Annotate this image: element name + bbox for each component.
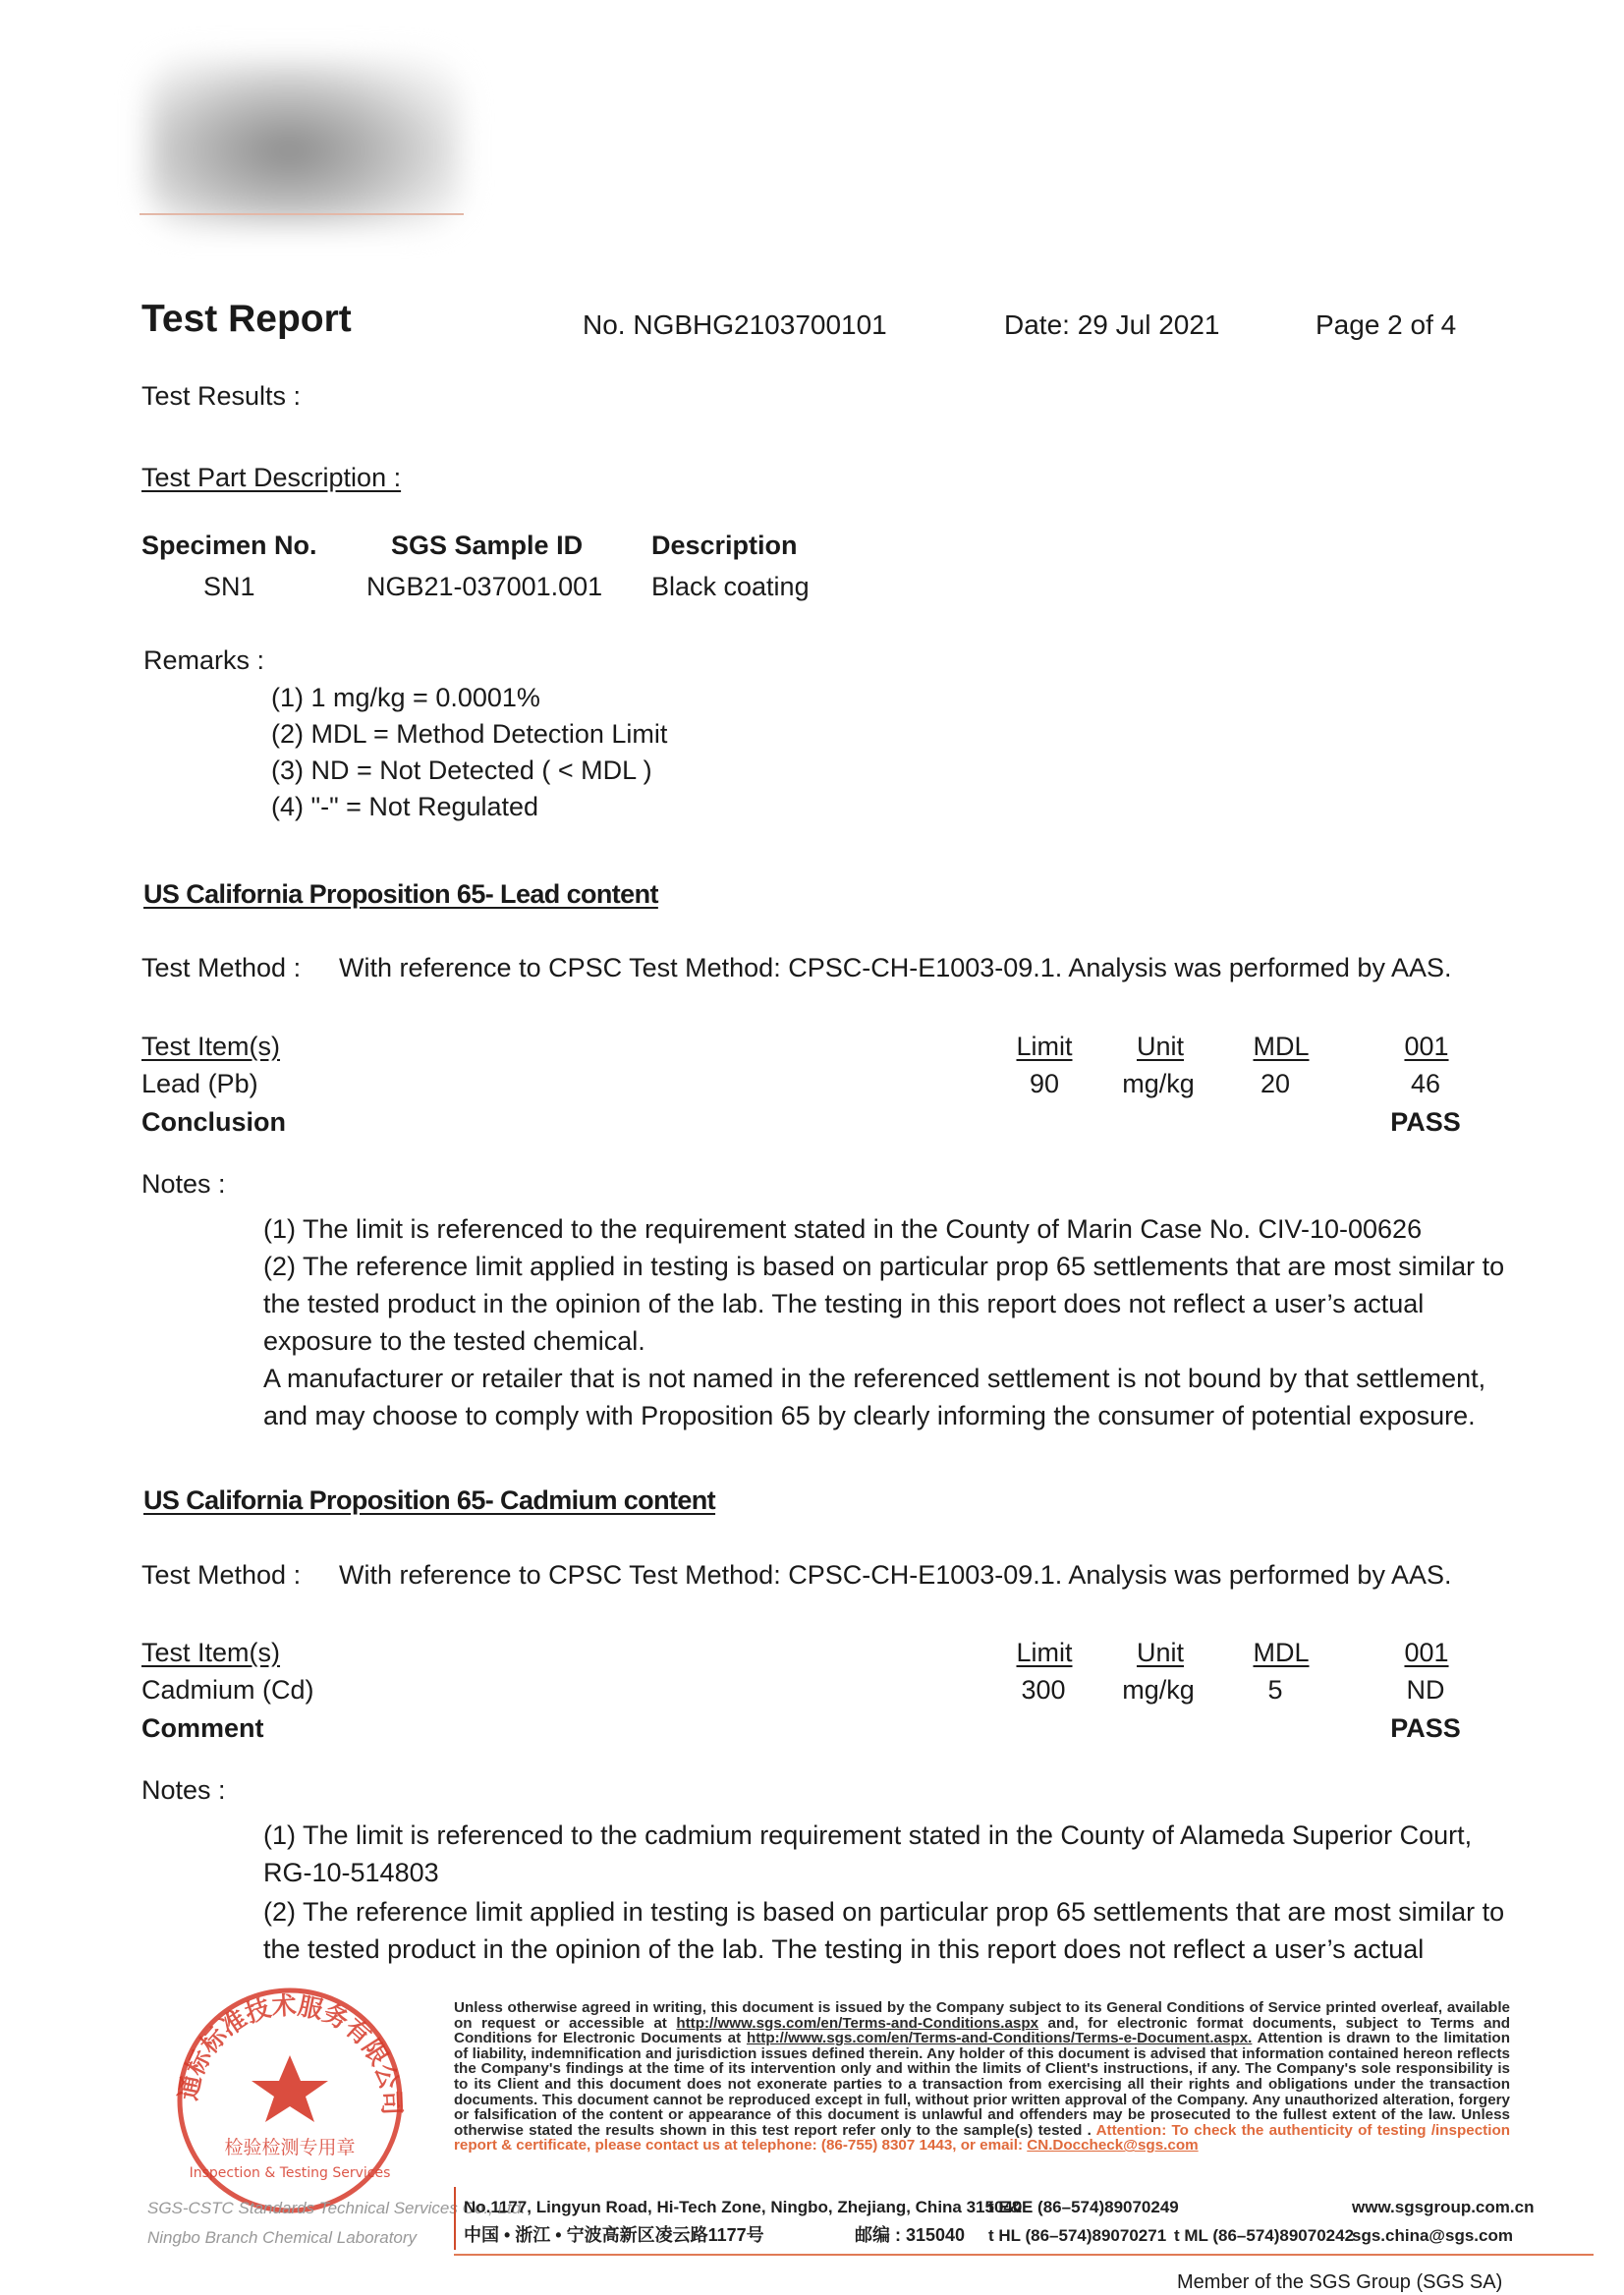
tel-ee: t E&E (86–574)89070249 [988, 2198, 1179, 2216]
lead-note-line: exposure to the tested chemical. [263, 1326, 645, 1356]
lead-limit-value: 90 [1029, 1069, 1060, 1098]
report-title: Test Report [141, 298, 352, 340]
col-specimen-no: Specimen No. [141, 531, 317, 560]
footer-rule [454, 2254, 1594, 2256]
lead-note-line: (1) The limit is referenced to the requirement stated in the County of Marin Case No. CIV-10-00626 [263, 1214, 1423, 1244]
disclaimer-part-1: Unless otherwise agreed in writing, this document is issued by the Company subject to its General Conditions of Service printed overleaf, available on request or accessible at [454, 1999, 1510, 2032]
lead-note-line: (2) The reference limit applied in testing is based on particular prop 65 settlements that are most similar to [263, 1252, 1505, 1281]
authenticity-attention: Attention: To check the authenticity of testing /inspection report & certificate, please contact us at telephone: (86-755) 8307 1443, or email: [454, 2121, 1510, 2155]
company-logo-blurred [147, 59, 462, 226]
e-document-terms-link[interactable]: http://www.sgs.com/en/Terms-and-Conditions/Terms-e-Document.aspx. [746, 2030, 1253, 2047]
lead-mdl-value: 20 [1260, 1069, 1291, 1098]
lead-conclusion-label: Conclusion [141, 1107, 286, 1137]
cadmium-col-001: 001 [1404, 1638, 1449, 1667]
cadmium-note-line: (2) The reference limit applied in testing is based on particular prop 65 settlements that are most similar to [263, 1897, 1505, 1927]
col-sgs-sample-id: SGS Sample ID [391, 531, 584, 560]
report-number: No. NGBHG2103700101 [583, 309, 887, 340]
col-description: Description [651, 531, 798, 560]
lead-section-heading: US California Proposition 65- Lead content [143, 879, 658, 909]
legal-disclaimer [454, 2000, 1510, 2154]
cadmium-note-line: RG-10-514803 [263, 1858, 439, 1887]
website[interactable]: www.sgsgroup.com.cn [1352, 2198, 1535, 2216]
lead-col-limit: Limit [1016, 1032, 1073, 1061]
official-seal-stamp [157, 1975, 422, 2220]
cadmium-method-text: With reference to CPSC Test Method: CPSC-CH-E1003-09.1. Analysis was performed by AAS. [339, 1560, 1452, 1590]
lab-name-line-2: Ningbo Branch Chemical Laboratory [147, 2228, 418, 2247]
test-results-label: Test Results : [141, 381, 302, 411]
cadmium-notes-label: Notes : [141, 1775, 226, 1805]
cadmium-col-mdl: MDL [1253, 1638, 1310, 1667]
lead-item-name: Lead (Pb) [141, 1069, 258, 1098]
lead-notes-label: Notes : [141, 1169, 226, 1199]
test-part-description-heading: Test Part Description : [141, 463, 402, 492]
cadmium-col-limit: Limit [1016, 1638, 1073, 1667]
stamp-text-top: 通标标准技术服务有限公司 [173, 1990, 407, 2116]
doccheck-email-link[interactable]: CN.Doccheck@sgs.com [1027, 2137, 1199, 2155]
address-en: No.1177, Lingyun Road, Hi-Tech Zone, Ningbo, Zhejiang, China 315040 [464, 2198, 1023, 2216]
remark-item: (3) ND = Not Detected ( < MDL ) [271, 756, 652, 785]
lead-001-value: 46 [1410, 1069, 1441, 1098]
lab-name-line-1: SGS-CSTC Standards Technical Services Co., Ltd. [147, 2199, 526, 2217]
disclaimer-part-3: Attention is drawn to the limitation of liability, indemnification and jurisdiction issues defined therein. Any holder of this document is advised that information contained hereon reflects the Company's findings at the time of its intervention only and within the limits of Client's instructions, if any. The Company's sole responsibility is to its Client and this document does not exonerate parties to a transaction from exercising all their rights and obligations under the transaction documents. This document cannot be reproduced except in full, without prior written approval of the Company. Any unauthorized alteration, forgery or falsification of the content or appearance of this document is unlawful and offenders may be prosecuted to the fullest extent of the law. Unless otherwise stated the results shown in this test report refer only to the sample(s) tested . [454, 2030, 1510, 2139]
cadmium-section-heading: US California Proposition 65- Cadmium content [143, 1485, 716, 1515]
lead-col-unit: Unit [1136, 1032, 1185, 1061]
tel-ml: t ML (86–574)89070242 [1174, 2226, 1355, 2245]
specimen-no-value: SN1 [203, 572, 255, 601]
remarks-label: Remarks : [143, 645, 265, 675]
sgs-sample-id-value: NGB21-037001.001 [366, 572, 603, 601]
stamp-text-en: Inspection & Testing Services [189, 2165, 391, 2181]
description-value: Black coating [651, 572, 810, 601]
cadmium-note-line: (1) The limit is referenced to the cadmium requirement stated in the County of Alameda Superior Court, [263, 1820, 1473, 1850]
cadmium-col-test-items: Test Item(s) [141, 1638, 281, 1667]
lead-col-mdl: MDL [1253, 1032, 1310, 1061]
lead-note-line: the tested product in the opinion of the lab. The testing in this report does not reflect a user’s actual [263, 1289, 1425, 1318]
contact-email[interactable]: sgs.china@sgs.com [1352, 2226, 1513, 2245]
tel-hl: t HL (86–574)89070271 [988, 2226, 1167, 2245]
cadmium-mdl-value: 5 [1267, 1675, 1283, 1705]
remark-item: (4) "-" = Not Regulated [271, 792, 539, 821]
lead-conclusion-value: PASS [1390, 1107, 1461, 1137]
cadmium-note-line: the tested product in the opinion of the lab. The testing in this report does not reflect a user’s actual [263, 1934, 1425, 1964]
lead-col-001: 001 [1404, 1032, 1449, 1061]
address-cn: 中国 • 浙江 • 宁波高新区凌云路1177号 [464, 2225, 764, 2245]
terms-link[interactable]: http://www.sgs.com/en/Terms-and-Conditions.aspx [676, 2014, 1039, 2032]
cadmium-comment-value: PASS [1390, 1713, 1461, 1743]
cadmium-comment-label: Comment [141, 1713, 264, 1743]
report-date: Date: 29 Jul 2021 [1004, 309, 1220, 340]
cadmium-limit-value: 300 [1021, 1675, 1066, 1705]
lead-method-label: Test Method : [141, 953, 302, 982]
cadmium-001-value: ND [1406, 1675, 1445, 1705]
page-number: Page 2 of 4 [1316, 309, 1457, 340]
logo-divider [140, 213, 464, 215]
cadmium-method-label: Test Method : [141, 1560, 302, 1590]
cadmium-unit-value: mg/kg [1122, 1675, 1195, 1705]
lead-unit-value: mg/kg [1122, 1069, 1195, 1098]
remark-item: (1) 1 mg/kg = 0.0001% [271, 683, 540, 712]
member-of-sgs-group: Member of the SGS Group (SGS SA) [1177, 2271, 1503, 2293]
lead-note-line: A manufacturer or retailer that is not named in the referenced settlement is not bound by that settlement, [263, 1364, 1486, 1393]
stamp-text-mid: 检验检测专用章 [224, 2137, 356, 2158]
lead-note-line: and may choose to comply with Proposition 65 by clearly informing the consumer of potential exposure. [263, 1401, 1476, 1430]
cadmium-item-name: Cadmium (Cd) [141, 1675, 314, 1705]
cadmium-col-unit: Unit [1136, 1638, 1185, 1667]
remark-item: (2) MDL = Method Detection Limit [271, 719, 668, 749]
disclaimer-part-2: and, for electronic format documents, subject to Terms and Conditions for Electronic Documents at [454, 2014, 1510, 2047]
lead-method-text: With reference to CPSC Test Method: CPSC-CH-E1003-09.1. Analysis was performed by AAS. [339, 953, 1452, 982]
lead-col-test-items: Test Item(s) [141, 1032, 281, 1061]
postcode-cn: 邮编 : 315040 [855, 2225, 966, 2245]
